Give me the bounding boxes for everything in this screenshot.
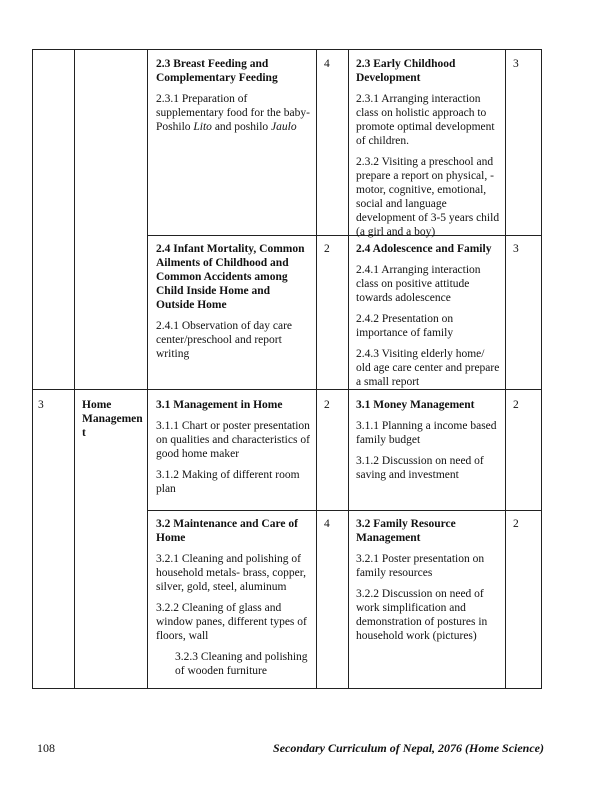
topic-hours: 4 <box>324 58 330 70</box>
activity-heading: 2.3 Early Childhood Development <box>356 58 456 84</box>
topic-hours: 2 <box>324 399 330 411</box>
activity-item: 2.3.1 Arranging interaction class on holistic approach to promote optimal development of children. <box>356 93 495 147</box>
content-area-label: Home Managemen t <box>82 399 143 439</box>
table-border-top <box>32 49 542 50</box>
topic-cell <box>156 242 311 368</box>
running-footer-title: Secondary Curriculum of Nepal, 2076 (Home Science) <box>273 741 544 755</box>
activity-item: 3.1.1 Planning a income based family budget <box>356 420 497 446</box>
activity-item: 2.3.2 Visiting a preschool and prepare a report on physical, -motor, cognitive, emotional, social and language development of 3-5 years child (a girl and a boy) <box>356 156 500 238</box>
col-divider <box>147 49 148 689</box>
topic-heading: 3.2 Maintenance and Care of Home <box>156 518 298 544</box>
topic-item-text: and poshilo <box>211 121 272 133</box>
col-divider <box>32 49 33 689</box>
topic-item: 3.2.1 Cleaning and polishing of household metals- brass, copper, silver, gold, steel, aluminum <box>156 553 306 593</box>
activity-item: 2.4.2 Presentation on importance of family <box>356 313 454 339</box>
col-divider <box>348 49 349 689</box>
activity-item: 3.1.2 Discussion on need of saving and investment <box>356 455 484 481</box>
topic-item: 3.1.1 Chart or poster presentation on qualities and characteristics of good home maker <box>156 420 310 460</box>
topic-item-italic: Lito <box>193 121 212 133</box>
topic-cell <box>156 517 311 685</box>
serial-number: 3 <box>38 399 44 411</box>
page-number: 108 <box>37 741 55 755</box>
topic-item: 2.4.1 Observation of day care center/preschool and report writing <box>156 320 293 360</box>
topic-item: 3.1.2 Making of different room plan <box>156 469 300 495</box>
topic-item-text: 2.3.1 Preparation of supplementary food for the baby- Poshilo <box>156 93 310 133</box>
topic-item: 3.2.3 Cleaning and polishing of wooden furniture <box>175 651 308 677</box>
topic-heading: 2.3 Breast Feeding and Complementary Feeding <box>156 58 278 84</box>
activity-hours: 2 <box>513 518 519 530</box>
activity-heading: 3.1 Money Management <box>356 399 475 411</box>
activity-hours: 3 <box>513 58 519 70</box>
activity-item: 3.2.1 Poster presentation on family resources <box>356 553 485 579</box>
activity-heading: 3.2 Family Resource Management <box>356 518 456 544</box>
topic-cell <box>156 57 311 141</box>
topic-hours: 2 <box>324 243 330 255</box>
topic-heading: 3.1 Management in Home <box>156 399 283 411</box>
col-divider <box>541 49 542 689</box>
content-area <box>82 398 144 440</box>
activity-heading: 2.4 Adolescence and Family <box>356 243 492 255</box>
topic-item: 3.2.2 Cleaning of glass and window panes, different types of floors, wall <box>156 602 307 642</box>
activity-hours: 3 <box>513 243 519 255</box>
col-divider <box>316 49 317 689</box>
activity-hours: 2 <box>513 399 519 411</box>
curriculum-table <box>32 49 542 689</box>
row-divider <box>147 510 542 511</box>
activity-cell <box>356 242 502 396</box>
activity-item: 2.4.1 Arranging interaction class on positive attitude towards adolescence <box>356 264 481 304</box>
topic-item-italic: Jaulo <box>271 121 297 133</box>
col-divider <box>505 49 506 689</box>
activity-item: 3.2.2 Discussion on need of work simplification and demonstration of postures in household work (pictures) <box>356 588 488 642</box>
topic-hours: 4 <box>324 518 330 530</box>
col-divider <box>74 49 75 689</box>
topic-cell <box>156 398 311 503</box>
topic-heading: 2.4 Infant Mortality, Common Ailments of Childhood and Common Accidents among Child Inside Home and Outside Home <box>156 243 305 311</box>
activity-cell <box>356 517 502 650</box>
activity-cell <box>356 57 502 246</box>
activity-item: 2.4.3 Visiting elderly home/ old age care center and prepare a small report <box>356 348 500 388</box>
topic-item <box>156 92 311 134</box>
activity-cell <box>356 398 502 489</box>
table-border-bottom <box>32 688 542 689</box>
